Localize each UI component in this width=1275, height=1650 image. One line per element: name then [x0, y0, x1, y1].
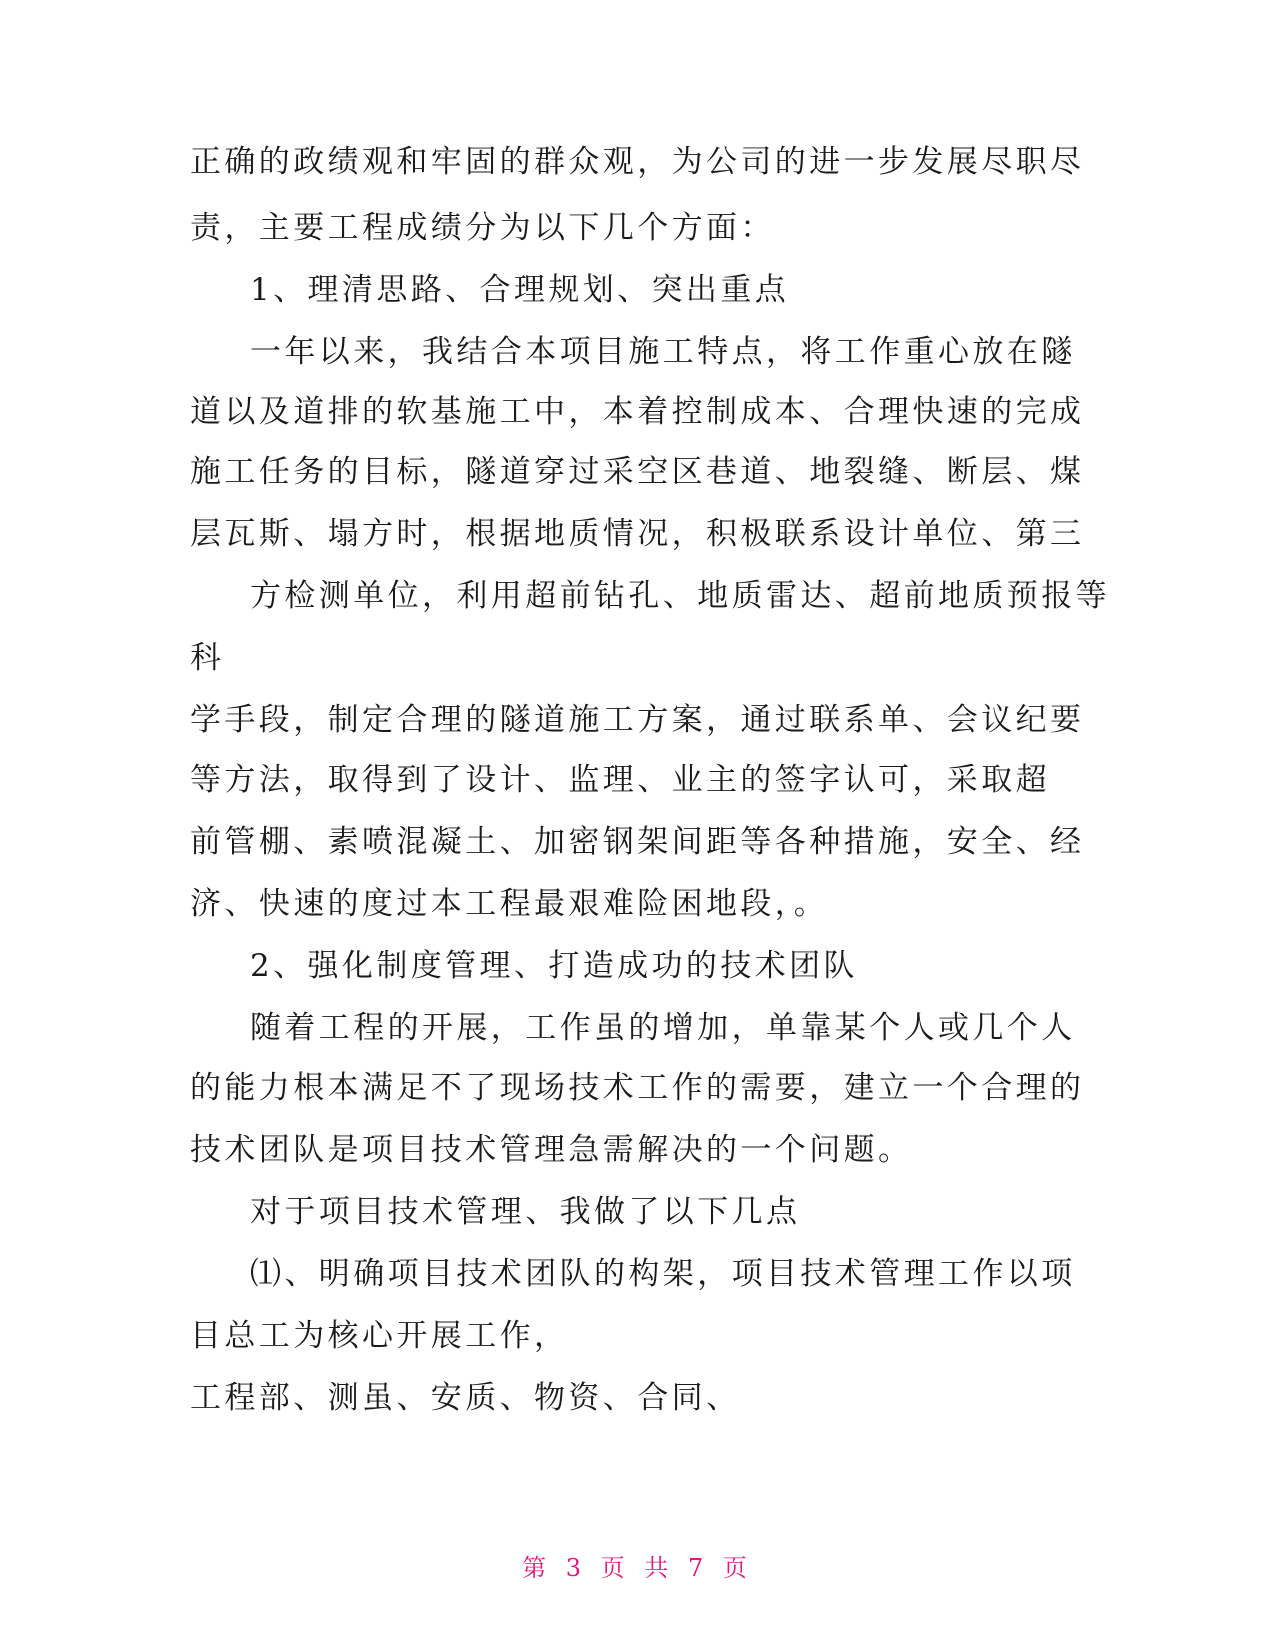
- body-text-line: 方检测单位，利用超前钻孔、地质雷达、超前地质预报等: [250, 578, 1110, 614]
- body-text-line: 工程部、测虽、安质、物资、合同、: [190, 1380, 741, 1416]
- body-text-line: 施工任务的目标，隧道穿过采空区巷道、地裂缝、断层、煤: [190, 454, 1085, 490]
- body-text-line: 目总工为核心开展工作，: [190, 1318, 569, 1354]
- body-text-line: 技术团队是项目技术管理急需解决的一个问题。: [190, 1132, 913, 1168]
- body-text-line: 等方法，取得到了设计、监理、业主的签字认可，采取超: [190, 762, 1050, 798]
- body-text-line: 学手段，制定合理的隧道施工方案，通过联系单、会议纪要: [190, 702, 1085, 738]
- section-heading: 2、强化制度管理、打造成功的技术团队: [250, 948, 858, 984]
- body-text-line: 道以及道排的软基施工中，本着控制成本、合理快速的完成: [190, 394, 1085, 430]
- body-text-line: 的能力根本满足不了现场技术工作的需要，建立一个合理的: [190, 1070, 1085, 1106]
- body-text-line: 一年以来，我结合本项目施工特点，将工作重心放在隧: [250, 334, 1076, 370]
- page-number-footer: 第 3 页 共 7 页: [522, 1554, 753, 1582]
- body-text-line: 正确的政绩观和牢固的群众观，为公司的进一步发展尽职尽: [190, 144, 1085, 180]
- body-text-line: 随着工程的开展，工作虽的增加，单靠某个人或几个人: [250, 1010, 1076, 1046]
- section-heading: 1、理清思路、合理规划、突出重点: [250, 272, 790, 308]
- body-text-line: 责，主要工程成绩分为以下几个方面：: [190, 210, 775, 246]
- body-text-line: 层瓦斯、塌方时，根据地质情况，积极联系设计单位、第三: [190, 516, 1085, 552]
- body-text-line: ⑴、明确项目技术团队的构架，项目技术管理工作以项: [250, 1256, 1076, 1292]
- body-text-line: 济、快速的度过本工程最艰难险困地段，。: [190, 886, 829, 922]
- body-text-line: 前管棚、素喷混凝土、加密钢架间距等各种措施，安全、经: [190, 824, 1085, 860]
- body-text-line: 科: [190, 640, 225, 676]
- body-text-line: 对于项目技术管理、我做了以下几点: [250, 1194, 801, 1230]
